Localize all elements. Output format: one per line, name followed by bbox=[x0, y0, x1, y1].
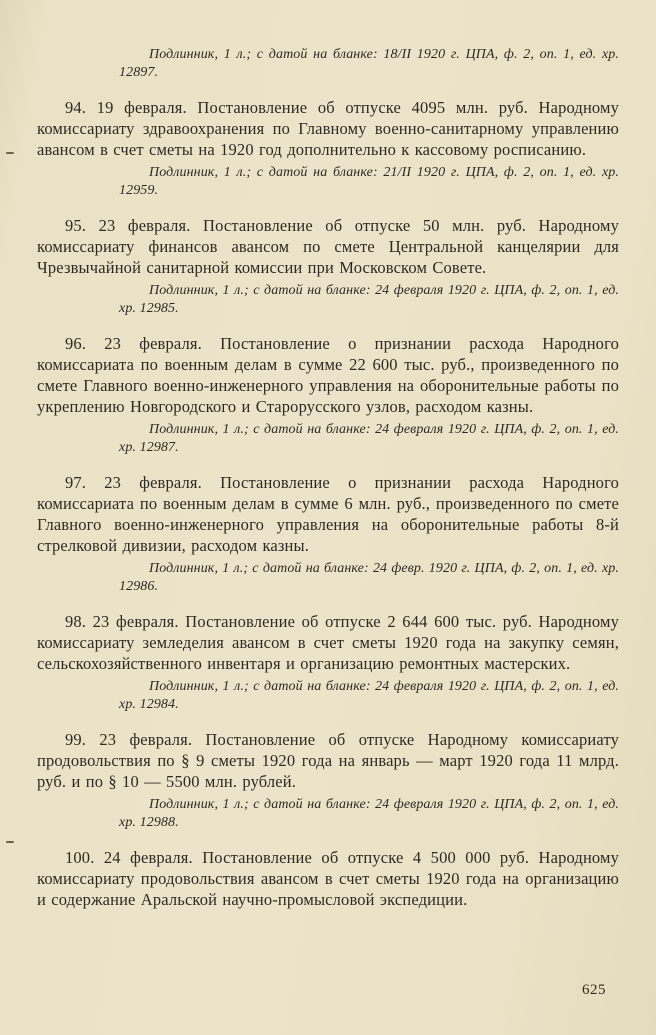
entry-body: 98. 23 февраля. Постановление об отпуске 2 644 600 тыс. руб. Народному комиссариату земледелия авансом в счет сметы 1920 года на закупку семян, сельскохозяйственного инвентаря и организацию ремонтных мастерских. bbox=[37, 612, 619, 673]
entry-body: 97. 23 февраля. Постановление о признании расхода Народного комиссариата по военным делам в сумме 6 млн. руб., произведенного по смете Главного военно-инженерного управления на оборонительные работы 8-й стрелковой дивизии, расходом казны. bbox=[37, 473, 619, 555]
catalog-entry-99 bbox=[37, 729, 619, 832]
entry-body: 96. 23 февраля. Постановление о признании расхода Народного комиссариата по военным делам в сумме 22 600 тыс. руб., произведенного по смете Главного военно-инженерного управления на оборонительные работы по укреплению Новгородского и Старорусского узлов, расходом казны. bbox=[37, 334, 619, 416]
entry-source-note: Подлинник, 1 л.; с датой на бланке: 24 февраля 1920 г. ЦПА, ф. 2, оп. 1, ед. хр. 12987. bbox=[119, 422, 619, 455]
entry-source-note: Подлинник, 1 л.; с датой на бланке: 24 февраля 1920 г. ЦПА, ф. 2, оп. 1, ед. хр. 12985. bbox=[119, 283, 619, 316]
margin-scan-mark bbox=[6, 841, 14, 843]
catalog-entry-95 bbox=[37, 215, 619, 318]
catalog-entry-94 bbox=[37, 97, 619, 200]
catalog-entry-100 bbox=[37, 847, 619, 910]
page-number: 625 bbox=[582, 982, 606, 998]
entry-body: 100. 24 февраля. Постановление об отпуске 4 500 000 руб. Народному комиссариату продовольствия авансом в счет сметы 1920 года на организацию и содержание Аральской научно-промысловой экспедиции. bbox=[37, 848, 619, 909]
entry-body: 95. 23 февраля. Постановление об отпуске 50 млн. руб. Народному комиссариату финансов авансом по смете Центральной канцелярии для Чрезвычайной санитарной комиссии при Московском Совете. bbox=[37, 216, 619, 277]
entry-source-note: Подлинник, 1 л.; с датой на бланке: 21/II 1920 г. ЦПА, ф. 2, оп. 1, ед. хр. 12959. bbox=[119, 165, 619, 198]
entry-body: 99. 23 февраля. Постановление об отпуске Народному комиссариату продовольствия по § 9 сметы 1920 года на январь — март 1920 года 11 млрд. руб. и по § 10 — 5500 млн. рублей. bbox=[37, 730, 619, 791]
continuation-source-note: Подлинник, 1 л.; с датой на бланке: 18/II 1920 г. ЦПА, ф. 2, оп. 1, ед. хр. 12897. bbox=[119, 47, 619, 80]
catalog-entry-98 bbox=[37, 611, 619, 714]
entry-source-note: Подлинник, 1 л.; с датой на бланке: 24 февраля 1920 г. ЦПА, ф. 2, оп. 1, ед. хр. 12984. bbox=[119, 679, 619, 712]
margin-scan-mark bbox=[6, 152, 14, 154]
entry-source-note: Подлинник, 1 л.; с датой на бланке: 24 февраля 1920 г. ЦПА, ф. 2, оп. 1, ед. хр. 12988. bbox=[119, 797, 619, 830]
catalog-entry-96 bbox=[37, 333, 619, 457]
catalog-entry-97 bbox=[37, 472, 619, 596]
entry-source-note: Подлинник, 1 л.; с датой на бланке: 24 февр. 1920 г. ЦПА, ф. 2, оп. 1, ед. хр. 12986. bbox=[119, 561, 619, 594]
entry-body: 94. 19 февраля. Постановление об отпуске 4095 млн. руб. Народному комиссариату здравоохранения по Главному военно-санитарному управлению авансом в счет сметы на 1920 год дополнительно к кассовому росписанию. bbox=[37, 98, 619, 159]
